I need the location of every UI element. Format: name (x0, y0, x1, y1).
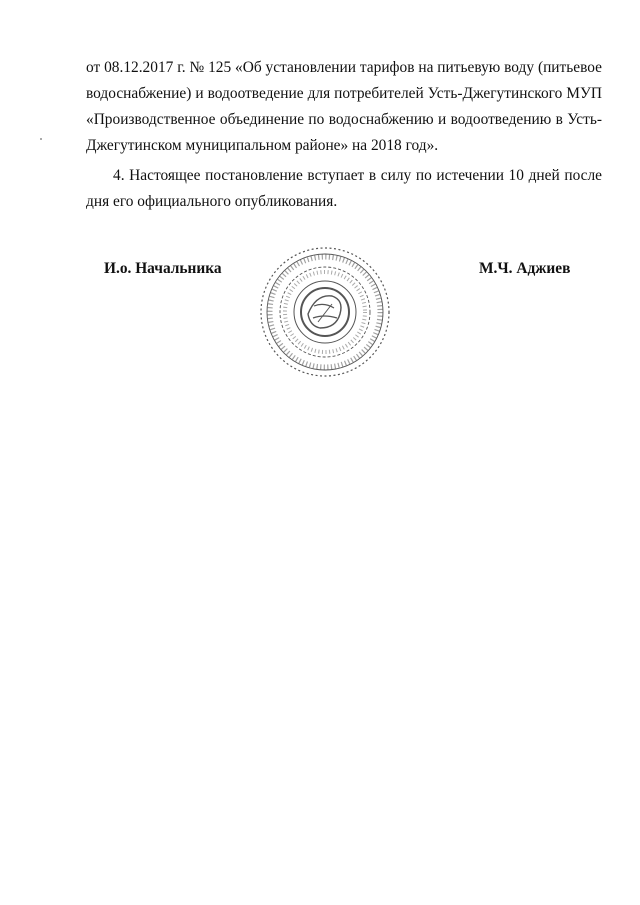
paragraph-tariff-reference (86, 55, 602, 159)
official-seal-icon (258, 244, 392, 380)
text-line: Джегутинском муниципальном районе» на 2018 год». (86, 137, 439, 154)
text-line: дня его официального опубликования. (86, 193, 338, 210)
text-line: «Производственное объединение по водоснабжению и водоотведению в Усть- (86, 111, 602, 128)
paragraph-effective-date (86, 163, 602, 215)
signer-title: И.о. Начальника (104, 260, 222, 277)
text-line: от 08.12.2017 г. № 125 «Об установлении тарифов на питьевую воду (питьевое (86, 59, 602, 76)
scan-speck (40, 138, 42, 140)
signer-name: М.Ч. Аджиев (479, 260, 571, 277)
text-line: 4. Настоящее постановление вступает в силу по истечении 10 дней после (113, 167, 602, 184)
text-line: водоснабжение) и водоотведение для потребителей Усть-Джегутинского МУП (86, 85, 602, 102)
